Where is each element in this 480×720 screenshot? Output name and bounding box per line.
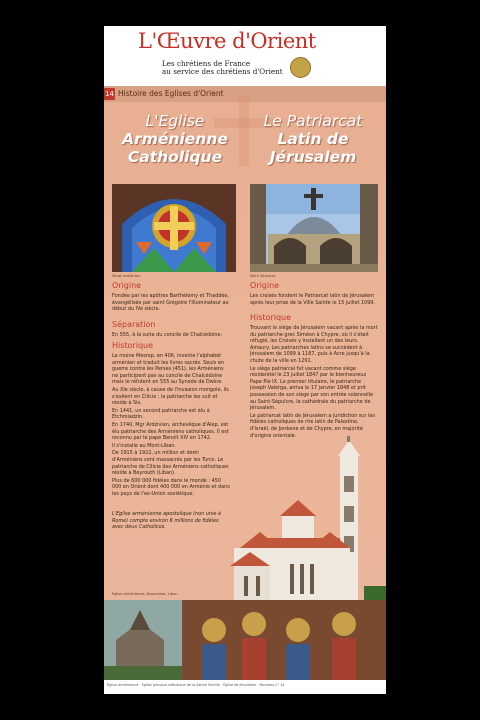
left-title-line-3: Catholique — [127, 148, 223, 166]
left-historique-paragraph: Le moine Mesrop, en 406, invente l'alphabet arménien et traduit les livres sacrés. Seuls en guerre contre les Perses (451), les Arméniens ne participent pas au concile de Chalcédoine mais le réfutent en 555 au Synode de Dwine. — [112, 353, 224, 386]
seal-icon — [290, 57, 311, 78]
right-title-line-2: Latin de — [277, 130, 349, 148]
right-historique-text — [250, 325, 378, 440]
series-label: Histoire des Eglises d'Orient — [118, 89, 224, 98]
logo-subtitle: Les chrétiens de France — [162, 59, 251, 68]
holy-sepulchre-image — [250, 184, 378, 272]
left-title-line-2: Arménienne — [122, 130, 228, 148]
left-historique-paragraph: Au XIe siècle, à cause de l'invasion mongole, ils s'exilent en Cilicie ; le patriarche les suit et réside à Sis. — [112, 386, 229, 407]
left-separation-text: En 555, à la suite du concile de Chalcédoine. — [112, 332, 223, 338]
left-image-caption: Vitrail arménien — [112, 274, 140, 278]
right-historique-paragraph: Trouvant le siège de Jérusalem vacant après la mort du patriarche grec Siméon à Chypre, où il s'était réfugié, les Croisés y installent un des leurs. Amaury. Les patriarches latins se succèdent à Jérusalem de 1099 à 1187, puis à Acre jusqu'à la chute de la ville en 1291. — [250, 325, 378, 364]
left-historique-paragraph: Plus de 600 000 fidèles dans le monde : 450 000 en Orient dont 400 000 en Arménie et dans les pays de l'ex-Union soviétique. — [112, 477, 230, 497]
left-historique-paragraph: De 1915 à 1922, un million et demi d'Arméniens sont massacrés par les Turcs. Le patriarche de Cilicie des Arméniens catholiques réside à Beyrouth (Liban). — [112, 450, 229, 477]
church-image-caption: Eglise arménienne, Bzoummar, Liban — [112, 592, 178, 596]
right-title-line-1: Le Patriarcat — [263, 112, 363, 130]
panel-number-badge: 14 — [105, 90, 114, 98]
left-separation-heading: Séparation — [112, 320, 156, 329]
footer-credits — [104, 680, 386, 694]
right-origine-heading: Origine — [250, 281, 280, 290]
right-historique-paragraph: Le siège patriarcal fut vacant comme siège résidentiel le 23 juillet 1847 par le bienheureux Pape Pie IX. Le premier titulaire, le patriarche Joseph Valerga, arriva le 17 janvier 1848 et prit possession de son siège par son entrée solennelle au Saint-Sépulcre, la cathédrale du patriarche de Jérusalem. — [250, 365, 373, 412]
header-banner — [104, 26, 386, 86]
right-image-caption: Saint-Sépulcre — [250, 274, 276, 278]
right-origine-text: Les croisés fondent le Patriarcat latin de Jérusalem après leur prise de la Ville Sainte le 15 juillet 1099. — [250, 293, 375, 306]
left-historique-heading: Historique — [112, 341, 154, 350]
logo-subtitle-2: au service des chrétiens d'Orient — [162, 67, 283, 76]
right-historique-paragraph: Le patriarcat latin de Jérusalem a juridiction sur les fidèles catholiques de rite latin de Palestine, d'Israël, de Jordanie et de Chypre, en majorité d'origine orientale. — [250, 412, 375, 439]
exhibition-panel — [104, 26, 386, 694]
armenian-church-image — [200, 436, 386, 606]
right-title-line-3: Jérusalem — [269, 148, 357, 166]
right-title — [248, 112, 378, 166]
monastery-and-frescoes-image — [104, 600, 386, 680]
left-title — [110, 112, 240, 166]
left-origine-text: Fondée par les apôtres Barthélemy et Thaddée, évangélisée par saint Grégoire l'Illuminateur au début du IVe siècle. — [112, 293, 229, 313]
footer-text: Église arménienne · Eglise grecque-catholique de la Sainte Famille · Église de Jérusalem · Panneau n° 14 — [107, 683, 285, 687]
left-origine-heading: Origine — [112, 281, 142, 290]
left-title-line-1: L'Eglise — [145, 112, 205, 130]
right-historique-heading: Historique — [250, 313, 292, 322]
left-historique-paragraph: En 1441, un second patriarche est élu à Etchmiadzin. — [112, 407, 210, 421]
logo-title: L'Œuvre d'Orient — [138, 29, 316, 53]
left-historique-paragraph: Il s'installe au Mont-Liban. — [112, 442, 176, 449]
left-historique-paragraph: En 1740, Mgr Ardzivian, archevêque d'Alep, est élu patriarche des Arméniens catholiques. Il est reconnu par le pape Benoît XIV en 1742. — [112, 421, 229, 442]
stained-glass-image — [112, 184, 236, 272]
left-quote: L'Eglise arménienne apostolique (non unie à Rome) compte environ 6 millions de fidèles avec deux Catholicos. — [112, 511, 221, 531]
